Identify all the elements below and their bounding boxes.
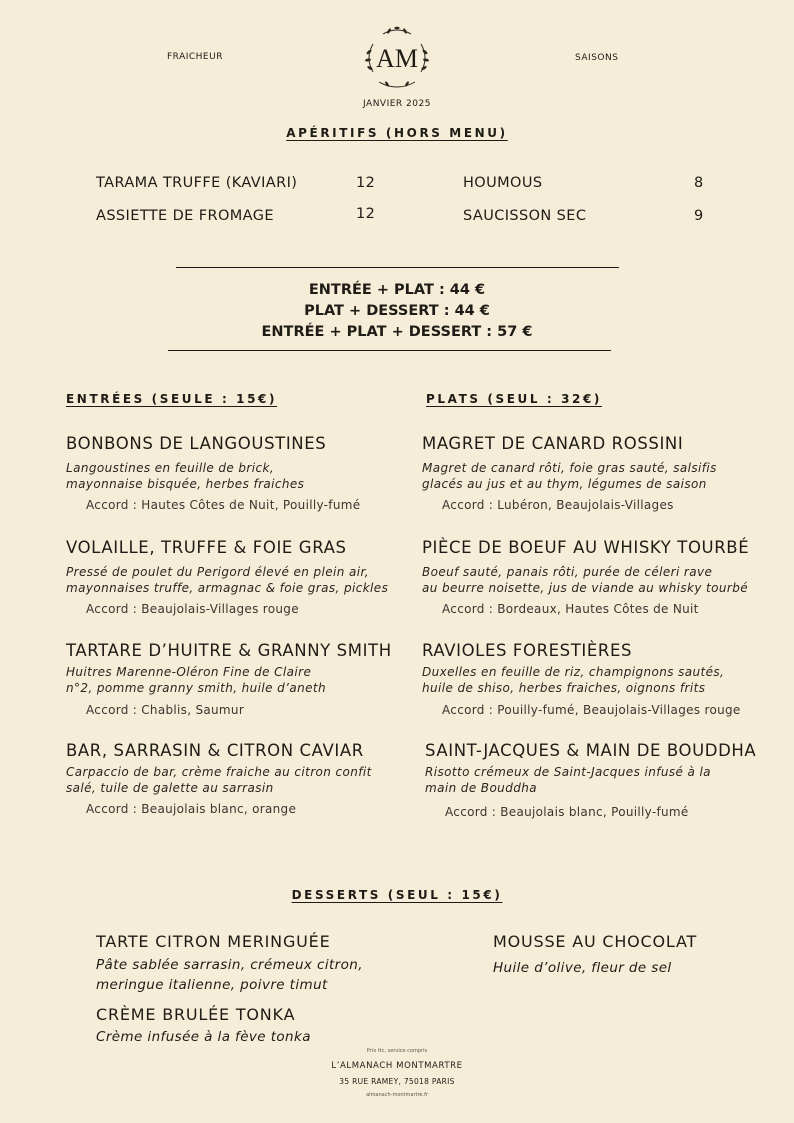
dish-description: Langoustines en feuille de brick, mayonnaise bisquée, herbes fraiches bbox=[66, 461, 305, 491]
footer-note: Prix ttc, service compris bbox=[366, 1048, 428, 1054]
entrees-title: ENTRÉES (SEULE : 15€) bbox=[66, 392, 278, 406]
dish-description: Magret de canard rôti, foie gras sauté, salsifis glacés au jus et au thym, légumes de saison bbox=[422, 461, 717, 491]
dish-name: PIÈCE DE BOEUF AU WHISKY TOURBÉ bbox=[422, 538, 750, 557]
dish-name: BONBONS DE LANGOUSTINES bbox=[66, 434, 327, 453]
plats-title: PLATS (SEUL : 32€) bbox=[426, 392, 603, 406]
wine-pairing: Accord : Chablis, Saumur bbox=[86, 703, 245, 717]
aperitif-price: 8 bbox=[694, 175, 704, 191]
dessert-description: Crème infusée à la fève tonka bbox=[96, 1029, 311, 1045]
dish-name: SAINT-JACQUES & MAIN DE BOUDDHA bbox=[425, 741, 757, 760]
dish-name: MAGRET DE CANARD ROSSINI bbox=[422, 434, 684, 453]
dish-name: RAVIOLES FORESTIÈRES bbox=[422, 641, 633, 660]
monogram-logo bbox=[359, 22, 435, 94]
dish-description: Duxelles en feuille de riz, champignons sautés, huile de shiso, herbes fraiches, oignons frits bbox=[422, 665, 725, 695]
dish-description: Pressé de poulet du Perigord élevé en plein air, mayonnaises truffe, armagnac & foie gras, pickles bbox=[66, 565, 389, 595]
dessert-description: Huile d’olive, fleur de sel bbox=[493, 960, 672, 976]
wine-pairing: Accord : Beaujolais-Villages rouge bbox=[86, 602, 299, 616]
dish-description: Carpaccio de bar, crème fraiche au citron confit salé, tuile de galette au sarrasin bbox=[66, 765, 372, 795]
aperitif-price: 12 bbox=[356, 206, 376, 222]
dessert-description: Pâte sablée sarrasin, crémeux citron, meringue italienne, poivre timut bbox=[96, 957, 363, 993]
aperitifs-title: APÉRITIFS (HORS MENU) bbox=[286, 126, 508, 140]
header-left-word: FRAICHEUR bbox=[167, 52, 223, 62]
dessert-name: CRÈME BRULÉE TONKA bbox=[96, 1005, 296, 1024]
dish-description: Risotto crémeux de Saint-Jacques infusé à la main de Bouddha bbox=[425, 765, 711, 795]
header-right-word: SAISONS bbox=[575, 53, 619, 63]
dish-name: VOLAILLE, TRUFFE & FOIE GRAS bbox=[66, 538, 347, 557]
dish-description: Huitres Marenne-Oléron Fine de Claire n°2, pomme granny smith, huile d’aneth bbox=[66, 665, 327, 695]
divider-line bbox=[168, 350, 611, 351]
wine-pairing: Accord : Hautes Côtes de Nuit, Pouilly-fumé bbox=[86, 498, 361, 512]
menu-date: JANVIER 2025 bbox=[363, 99, 431, 109]
wine-pairing: Accord : Beaujolais blanc, Pouilly-fumé bbox=[445, 805, 689, 819]
dish-name: BAR, SARRASIN & CITRON CAVIAR bbox=[66, 741, 364, 760]
aperitif-name: SAUCISSON SEC bbox=[463, 208, 587, 224]
aperitif-name: TARAMA TRUFFE (KAVIARI) bbox=[96, 175, 298, 191]
dish-description: Boeuf sauté, panais rôti, purée de céleri rave au beurre noisette, jus de viande au whisky tourbé bbox=[422, 565, 749, 595]
desserts-title: DESSERTS (SEUL : 15€) bbox=[291, 888, 503, 902]
formula-line: ENTRÉE + PLAT + DESSERT : 57 € bbox=[261, 324, 533, 340]
formula-line: ENTRÉE + PLAT : 44 € bbox=[308, 282, 486, 298]
divider-line bbox=[176, 267, 619, 268]
formula-line: PLAT + DESSERT : 44 € bbox=[304, 303, 490, 319]
footer-address: 35 RUE RAMEY, 75018 PARIS bbox=[339, 1077, 455, 1086]
wine-pairing: Accord : Beaujolais blanc, orange bbox=[86, 802, 297, 816]
aperitif-price: 9 bbox=[694, 208, 704, 224]
dessert-name: MOUSSE AU CHOCOLAT bbox=[493, 932, 698, 951]
wine-pairing: Accord : Lubéron, Beaujolais-Villages bbox=[442, 498, 674, 512]
aperitif-name: HOUMOUS bbox=[463, 175, 543, 191]
dish-name: TARTARE D’HUITRE & GRANNY SMITH bbox=[66, 641, 392, 660]
wine-pairing: Accord : Pouilly-fumé, Beaujolais-Villages rouge bbox=[442, 703, 741, 717]
footer-restaurant-name: L’ALMANACH MONTMARTRE bbox=[331, 1061, 463, 1071]
wine-pairing: Accord : Bordeaux, Hautes Côtes de Nuit bbox=[442, 602, 699, 616]
footer-website: almanach-montmartre.fr bbox=[366, 1092, 428, 1098]
monogram-text: AM bbox=[376, 44, 418, 73]
dessert-name: TARTE CITRON MERINGUÉE bbox=[96, 932, 331, 951]
aperitif-name: ASSIETTE DE FROMAGE bbox=[96, 208, 274, 224]
aperitif-price: 12 bbox=[356, 175, 376, 191]
